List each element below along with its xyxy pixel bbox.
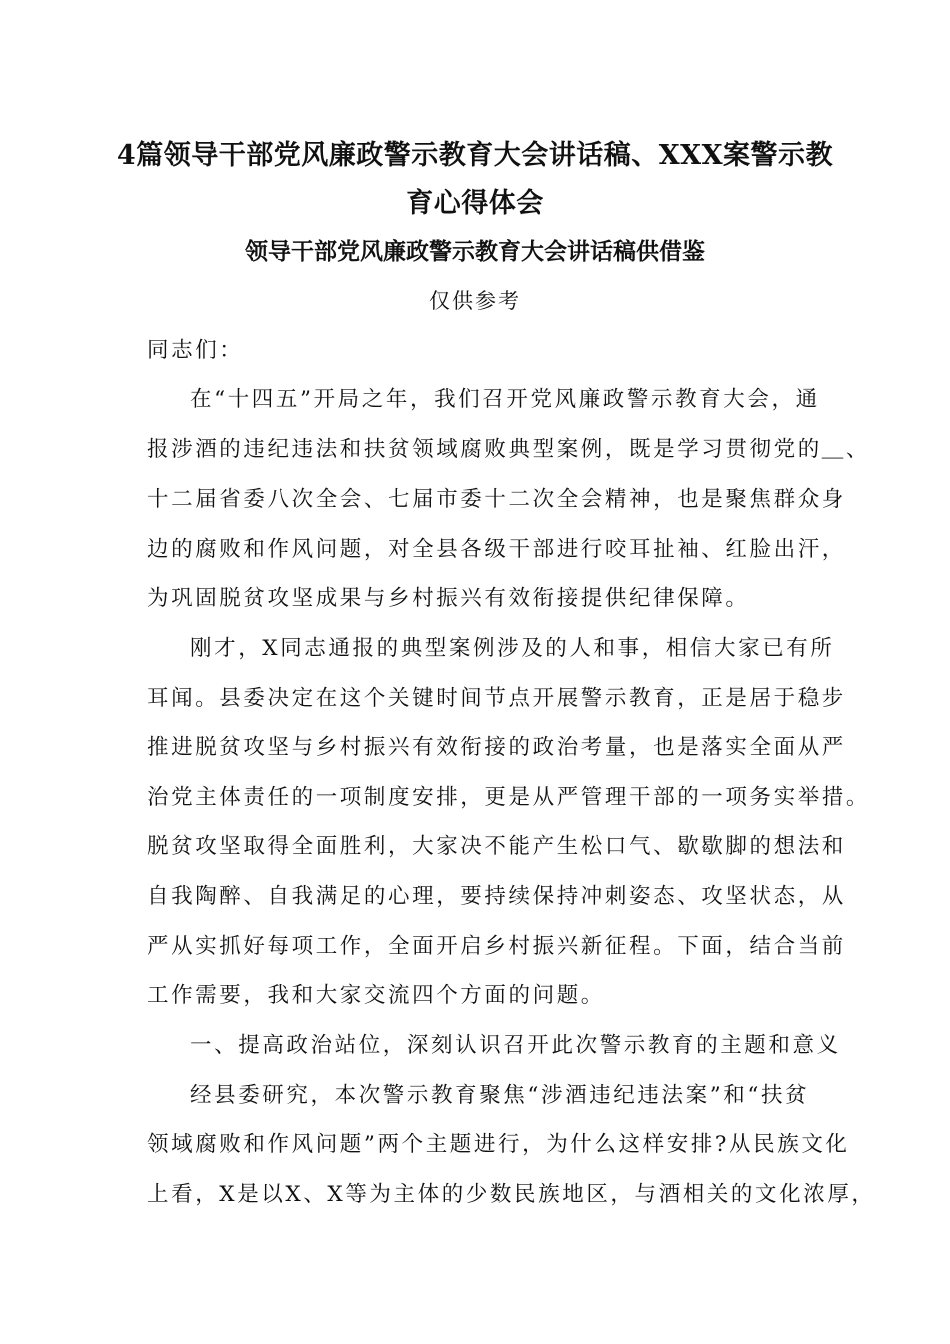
body-line: 在“十四五”开局之年，我们召开党风廉政警示教育大会，通 — [190, 387, 820, 412]
body-line: 治党主体责任的一项制度安排，更是从严管理干部的一项务实举措。 — [147, 785, 871, 810]
body-line: 刚才，X同志通报的典型案例涉及的人和事，相信大家已有所 — [190, 636, 835, 661]
body-line: 经县委研究，本次警示教育聚焦“涉酒违纪违法案”和“扶贫 — [190, 1083, 810, 1108]
reference-note: 仅供参考 — [429, 289, 521, 313]
document-title-line-1: 4篇领导干部党风廉政警示教育大会讲话稿、XXX案警示教 — [116, 140, 834, 171]
body-line: 推进脱贫攻坚与乡村振兴有效衔接的政治考量，也是落实全面从严 — [147, 735, 846, 760]
body-line: 边的腐败和作风问题，对全县各级干部进行咬耳扯袖、红脸出汗， — [147, 537, 846, 562]
body-line: 十二届省委八次全会、七届市委十二次全会精神，也是聚焦群众身 — [147, 487, 846, 512]
body-line: 为巩固脱贫攻坚成果与乡村振兴有效衔接提供纪律保障。 — [147, 586, 750, 611]
body-line: 脱贫攻坚取得全面胜利，大家决不能产生松口气、歇歇脚的想法和 — [147, 834, 846, 859]
section-heading: 一、提高政治站位，深刻认识召开此次警示教育的主题和意义 — [190, 1033, 841, 1058]
salutation: 同志们： — [147, 338, 244, 363]
body-line: 领域腐败和作风问题”两个主题进行，为什么这样安排?从民族文化 — [147, 1132, 850, 1157]
body-line: 自我陶醉、自我满足的心理，要持续保持冲刺姿态、攻坚状态，从 — [147, 884, 846, 909]
body-line: 报涉酒的违纪违法和扶贫领域腐败典型案例，既是学习贯彻党的＿、 — [147, 437, 871, 462]
body-line: 工作需要，我和大家交流四个方面的问题。 — [147, 983, 605, 1008]
document-subtitle: 领导干部党风廉政警示教育大会讲话稿供借鉴 — [245, 238, 705, 265]
body-line: 严从实抓好每项工作，全面开启乡村振兴新征程。下面，结合当前 — [147, 934, 846, 959]
document-title-line-2: 育心得体会 — [406, 188, 544, 219]
body-line: 耳闻。县委决定在这个关键时间节点开展警示教育，正是居于稳步 — [147, 686, 846, 711]
body-line: 上看，X是以X、X等为主体的少数民族地区，与酒相关的文化浓厚， — [147, 1182, 876, 1207]
